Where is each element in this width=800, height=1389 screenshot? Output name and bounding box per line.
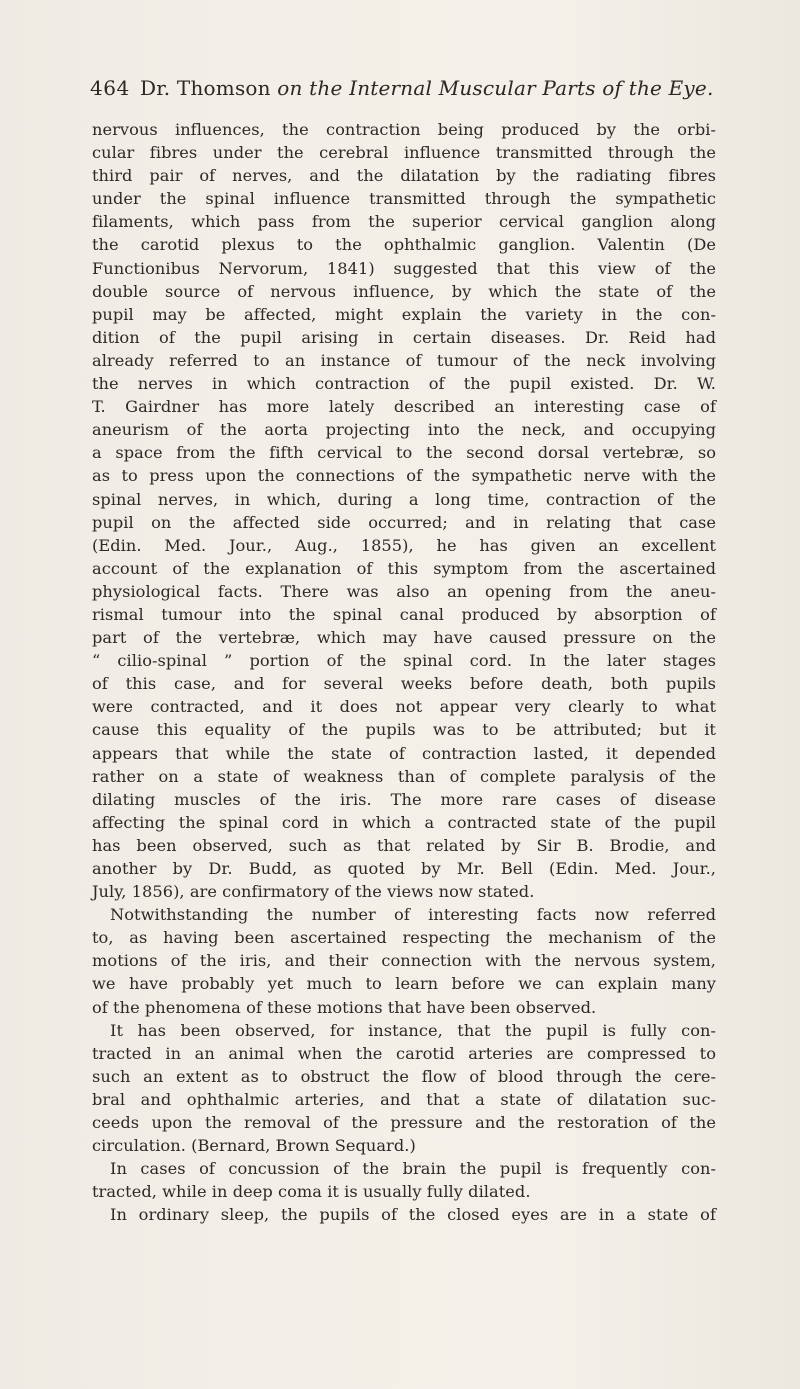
- text-line: already referred to an instance of tumour of the neck involving: [92, 350, 716, 370]
- text-line: of this case, and for several weeks before death, both pupils: [92, 674, 716, 694]
- running-title-subject: on the Internal Muscular Parts of the Eye.: [277, 76, 714, 100]
- text-line: account of the explanation of this symptom from the ascertained: [92, 558, 716, 578]
- paragraph-start-line: Notwithstanding the number of interesting facts now referred: [110, 905, 716, 925]
- text-line: were contracted, and it does not appear very clearly to what: [92, 697, 716, 717]
- paragraph-start-line: It has been observed, for instance, that the pupil is fully con-: [110, 1020, 716, 1040]
- text-line: dilating muscles of the iris. The more rare cases of disease: [92, 789, 716, 809]
- text-line: the nerves in which contraction of the pupil existed. Dr. W.: [92, 374, 716, 394]
- paragraph-start-line: In cases of concussion of the brain the pupil is frequently con-: [110, 1159, 716, 1179]
- page-number: 464: [90, 76, 130, 100]
- text-line: (Edin. Med. Jour., Aug., 1855), he has given an excellent: [92, 535, 716, 555]
- running-title: [140, 76, 714, 100]
- text-line: pupil on the affected side occurred; and in relating that case: [92, 512, 716, 532]
- text-line: rather on a state of weakness than of complete paralysis of the: [92, 766, 716, 786]
- text-line: the carotid plexus to the ophthalmic ganglion. Valentin (De: [92, 235, 716, 255]
- text-line: another by Dr. Budd, as quoted by Mr. Bell (Edin. Med. Jour.,: [92, 859, 716, 878]
- paragraph-end-line: of the phenomena of these motions that have been observed.: [92, 997, 597, 1017]
- text-line: rismal tumour into the spinal canal produced by absorption of: [92, 604, 716, 624]
- text-line: dition of the pupil arising in certain diseases. Dr. Reid had: [92, 327, 716, 347]
- text-line: such an extent as to obstruct the flow of blood through the cere-: [92, 1066, 716, 1086]
- text-line: Functionibus Nervorum, 1841) suggested that this view of the: [92, 258, 716, 278]
- text-line: T. Gairdner has more lately described an interesting case of: [92, 397, 716, 417]
- text-line: under the spinal influence transmitted through the sympathetic: [92, 189, 716, 209]
- running-title-author: Dr. Thomson: [140, 76, 278, 100]
- text-line: part of the vertebræ, which may have caused pressure on the: [92, 628, 716, 648]
- text-line: spinal nerves, in which, during a long time, contraction of the: [92, 489, 716, 509]
- text-line: affecting the spinal cord in which a contracted state of the pupil: [92, 812, 716, 832]
- paragraph-end-line: July, 1856), are confirmatory of the views now stated.: [92, 882, 535, 902]
- text-line: to, as having been ascertained respecting the mechanism of the: [92, 928, 716, 948]
- text-line: as to press upon the connections of the sympathetic nerve with the: [92, 466, 716, 486]
- paragraph-start-line: In ordinary sleep, the pupils of the closed eyes are in a state of: [110, 1205, 716, 1225]
- paragraph-end-line: circulation. (Bernard, Brown Sequard.): [92, 1136, 416, 1156]
- text-line: motions of the iris, and their connection with the nervous system,: [92, 951, 716, 971]
- text-line: appears that while the state of contraction lasted, it depended: [92, 743, 716, 763]
- text-line: cause this equality of the pupils was to be attributed; but it: [92, 720, 716, 740]
- text-line: we have probably yet much to learn before we can explain many: [92, 974, 716, 994]
- text-line: ceeds upon the removal of the pressure and the restoration of the: [92, 1113, 716, 1133]
- text-line: a space from the fifth cervical to the second dorsal vertebræ, so: [92, 443, 716, 463]
- text-line: double source of nervous influence, by which the state of the: [92, 281, 716, 301]
- text-line: pupil may be affected, might explain the variety in the con-: [92, 304, 716, 324]
- text-line: tracted in an animal when the carotid arteries are compressed to: [92, 1043, 716, 1063]
- text-line: filaments, which pass from the superior cervical ganglion along: [92, 212, 716, 232]
- text-line: third pair of nerves, and the dilatation by the radiating fibres: [92, 166, 716, 186]
- text-line: nervous influences, the contraction being produced by the orbi-: [92, 120, 716, 139]
- text-line: cular fibres under the cerebral influence transmitted through the: [92, 143, 716, 163]
- paragraph-end-line: tracted, while in deep coma it is usually fully dilated.: [92, 1182, 531, 1202]
- text-line: aneurism of the aorta projecting into the neck, and occupying: [92, 420, 716, 440]
- text-line: “ cilio-spinal ” portion of the spinal cord. In the later stages: [92, 651, 716, 671]
- running-header: [90, 76, 726, 106]
- text-line: physiological facts. There was also an opening from the aneu-: [92, 581, 716, 601]
- text-line: bral and ophthalmic arteries, and that a state of dilatation suc-: [92, 1089, 716, 1109]
- body-text: [92, 118, 716, 1227]
- text-line: has been observed, such as that related by Sir B. Brodie, and: [92, 835, 716, 855]
